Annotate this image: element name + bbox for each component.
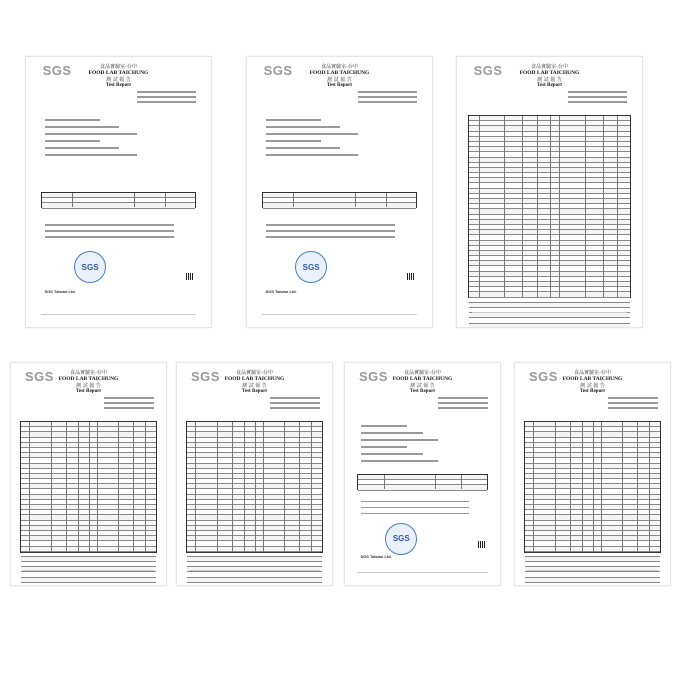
report-header (345, 369, 500, 394)
table-column-rule (386, 193, 387, 207)
note-line (45, 230, 175, 232)
table-column-rule (134, 193, 135, 207)
header-en: FOOD LAB TAICHUNG (224, 376, 285, 382)
body-text-line (266, 154, 359, 156)
sgs-stamp: SGS (295, 251, 327, 283)
table-column-rule (435, 475, 436, 489)
header-cn: 食品實驗室-台中 (236, 370, 273, 376)
table-column-rule (533, 422, 534, 552)
table-column-rule (165, 193, 166, 207)
footer-rule (357, 572, 487, 573)
table-column-rule (585, 116, 586, 297)
table-column-rule (522, 116, 523, 297)
note-line (266, 224, 396, 226)
body-text-line (361, 432, 423, 434)
header-cn2: 測 試 報 告 (410, 383, 435, 389)
table-column-rule (622, 422, 623, 552)
meta-line (358, 96, 417, 98)
table-column-rule (66, 422, 67, 552)
header-tr: Test Report (106, 83, 131, 88)
sample-table (262, 192, 417, 208)
meta-line (270, 402, 320, 404)
table-column-rule (582, 422, 583, 552)
report-page (344, 362, 501, 586)
header-cn2: 測 試 報 告 (327, 77, 352, 83)
report-header (247, 63, 432, 88)
meta-line (438, 407, 488, 409)
header-cn2: 測 試 報 告 (242, 383, 267, 389)
table-column-rule (537, 116, 538, 297)
body-text-line (361, 439, 439, 441)
meta-line (104, 407, 154, 409)
header-en: FOOD LAB TAICHUNG (58, 376, 119, 382)
company-name: SGS Taiwan Ltd. (360, 553, 392, 559)
header-en: FOOD LAB TAICHUNG (88, 70, 149, 76)
sgs-logo: SGS (42, 63, 72, 78)
body-text-line (266, 140, 322, 142)
header-en: FOOD LAB TAICHUNG (562, 376, 623, 382)
sgs-stamp: SGS (385, 523, 417, 555)
table-row (469, 324, 630, 329)
table-column-rule (89, 422, 90, 552)
note-line (361, 513, 470, 515)
table-row (21, 578, 155, 583)
note-line (361, 501, 470, 503)
table-row (42, 203, 195, 208)
note-line (45, 236, 175, 238)
table-column-rule (355, 193, 356, 207)
body-text-line (361, 446, 408, 448)
table-column-rule (555, 422, 556, 552)
header-tr: Test Report (537, 83, 562, 88)
table-row (358, 485, 486, 490)
table-column-rule (232, 422, 233, 552)
report-header (515, 369, 670, 394)
results-table (20, 421, 156, 553)
table-row (525, 578, 659, 583)
footer-rule (472, 312, 627, 313)
header-tr: Test Report (580, 389, 605, 394)
header-cn2: 測 試 報 告 (76, 383, 101, 389)
note-line (266, 230, 396, 232)
meta-line (104, 402, 154, 404)
meta-line (270, 397, 320, 399)
sgs-logo: SGS (190, 369, 220, 384)
body-text-line (361, 460, 439, 462)
note-line (266, 236, 396, 238)
header-cn: 食品實驗室-台中 (70, 370, 107, 376)
body-text-line (361, 453, 423, 455)
meta-line (608, 402, 658, 404)
header-cn: 食品實驗室-台中 (100, 64, 137, 70)
table-column-rule (593, 422, 594, 552)
report-header (26, 63, 211, 88)
table-column-rule (559, 116, 560, 297)
footer-rule (527, 570, 657, 571)
results-table (468, 115, 631, 298)
header-en: FOOD LAB TAICHUNG (309, 70, 370, 76)
sample-table (41, 192, 196, 208)
sgs-logo: SGS (473, 63, 503, 78)
note-line (361, 507, 470, 509)
qr-code-icon (478, 541, 485, 548)
qr-code-icon (407, 273, 414, 280)
sgs-logo: SGS (358, 369, 388, 384)
table-column-rule (29, 422, 30, 552)
meta-line (568, 101, 627, 103)
results-table (186, 421, 322, 553)
body-text-line (266, 147, 340, 149)
meta-line (568, 96, 627, 98)
report-header (177, 369, 332, 394)
meta-line (358, 91, 417, 93)
table-column-rule (263, 422, 264, 552)
table-column-rule (637, 422, 638, 552)
meta-line (270, 407, 320, 409)
table-column-rule (570, 422, 571, 552)
report-header (11, 369, 166, 394)
sgs-logo: SGS (528, 369, 558, 384)
table-column-rule (195, 422, 196, 552)
table-column-rule (118, 422, 119, 552)
meta-line (568, 91, 627, 93)
report-page (456, 56, 643, 328)
table-column-rule (284, 422, 285, 552)
footer-rule (189, 570, 319, 571)
header-cn2: 測 試 報 告 (580, 383, 605, 389)
meta-line (358, 101, 417, 103)
header-tr: Test Report (242, 389, 267, 394)
table-column-rule (603, 116, 604, 297)
meta-line (137, 91, 196, 93)
header-en: FOOD LAB TAICHUNG (519, 70, 580, 76)
company-name: SGS Taiwan Ltd. (44, 289, 76, 295)
sgs-logo: SGS (24, 369, 54, 384)
report-page (10, 362, 167, 586)
sgs-logo: SGS (263, 63, 293, 78)
table-row (263, 203, 416, 208)
footer-rule (41, 314, 196, 315)
table-column-rule (311, 422, 312, 552)
table-column-rule (479, 116, 480, 297)
company-name: SGS Taiwan Ltd. (265, 289, 297, 295)
report-page (25, 56, 212, 328)
sgs-stamp: SGS (74, 251, 106, 283)
body-text-line (45, 140, 101, 142)
table-column-rule (244, 422, 245, 552)
meta-line (438, 402, 488, 404)
table-column-rule (78, 422, 79, 552)
table-column-rule (461, 475, 462, 489)
body-text-line (45, 119, 101, 121)
report-page (514, 362, 671, 586)
report-page (246, 56, 433, 328)
table-column-rule (293, 193, 294, 207)
table-column-rule (51, 422, 52, 552)
table-column-rule (97, 422, 98, 552)
footer-rule (23, 570, 153, 571)
table-column-rule (649, 422, 650, 552)
table-column-rule (299, 422, 300, 552)
body-text-line (45, 154, 138, 156)
header-cn: 食品實驗室-台中 (404, 370, 441, 376)
body-text-line (266, 133, 359, 135)
body-text-line (361, 425, 408, 427)
table-column-rule (384, 475, 385, 489)
header-tr: Test Report (76, 389, 101, 394)
meta-line (608, 397, 658, 399)
header-en: FOOD LAB TAICHUNG (392, 376, 453, 382)
note-line (45, 224, 175, 226)
body-text-line (266, 126, 340, 128)
body-text-line (45, 133, 138, 135)
header-cn: 食品實驗室-台中 (321, 64, 358, 70)
meta-line (438, 397, 488, 399)
report-page (176, 362, 333, 586)
table-column-rule (617, 116, 618, 297)
meta-line (104, 397, 154, 399)
header-cn2: 測 試 報 告 (106, 77, 131, 83)
table-column-rule (72, 193, 73, 207)
table-column-rule (601, 422, 602, 552)
table-column-rule (217, 422, 218, 552)
qr-code-icon (186, 273, 193, 280)
table-column-rule (504, 116, 505, 297)
results-table (524, 421, 660, 553)
meta-line (137, 96, 196, 98)
body-text-line (45, 147, 119, 149)
meta-line (608, 407, 658, 409)
meta-line (137, 101, 196, 103)
table-column-rule (145, 422, 146, 552)
footer-rule (262, 314, 417, 315)
table-column-rule (133, 422, 134, 552)
table-column-rule (255, 422, 256, 552)
body-text-line (45, 126, 119, 128)
header-tr: Test Report (410, 389, 435, 394)
report-header (457, 63, 642, 88)
body-text-line (266, 119, 322, 121)
sample-table (357, 474, 487, 490)
header-cn2: 測 試 報 告 (537, 77, 562, 83)
header-tr: Test Report (327, 83, 352, 88)
header-cn: 食品實驗室-台中 (531, 64, 568, 70)
table-column-rule (550, 116, 551, 297)
table-row (187, 578, 321, 583)
header-cn: 食品實驗室-台中 (574, 370, 611, 376)
